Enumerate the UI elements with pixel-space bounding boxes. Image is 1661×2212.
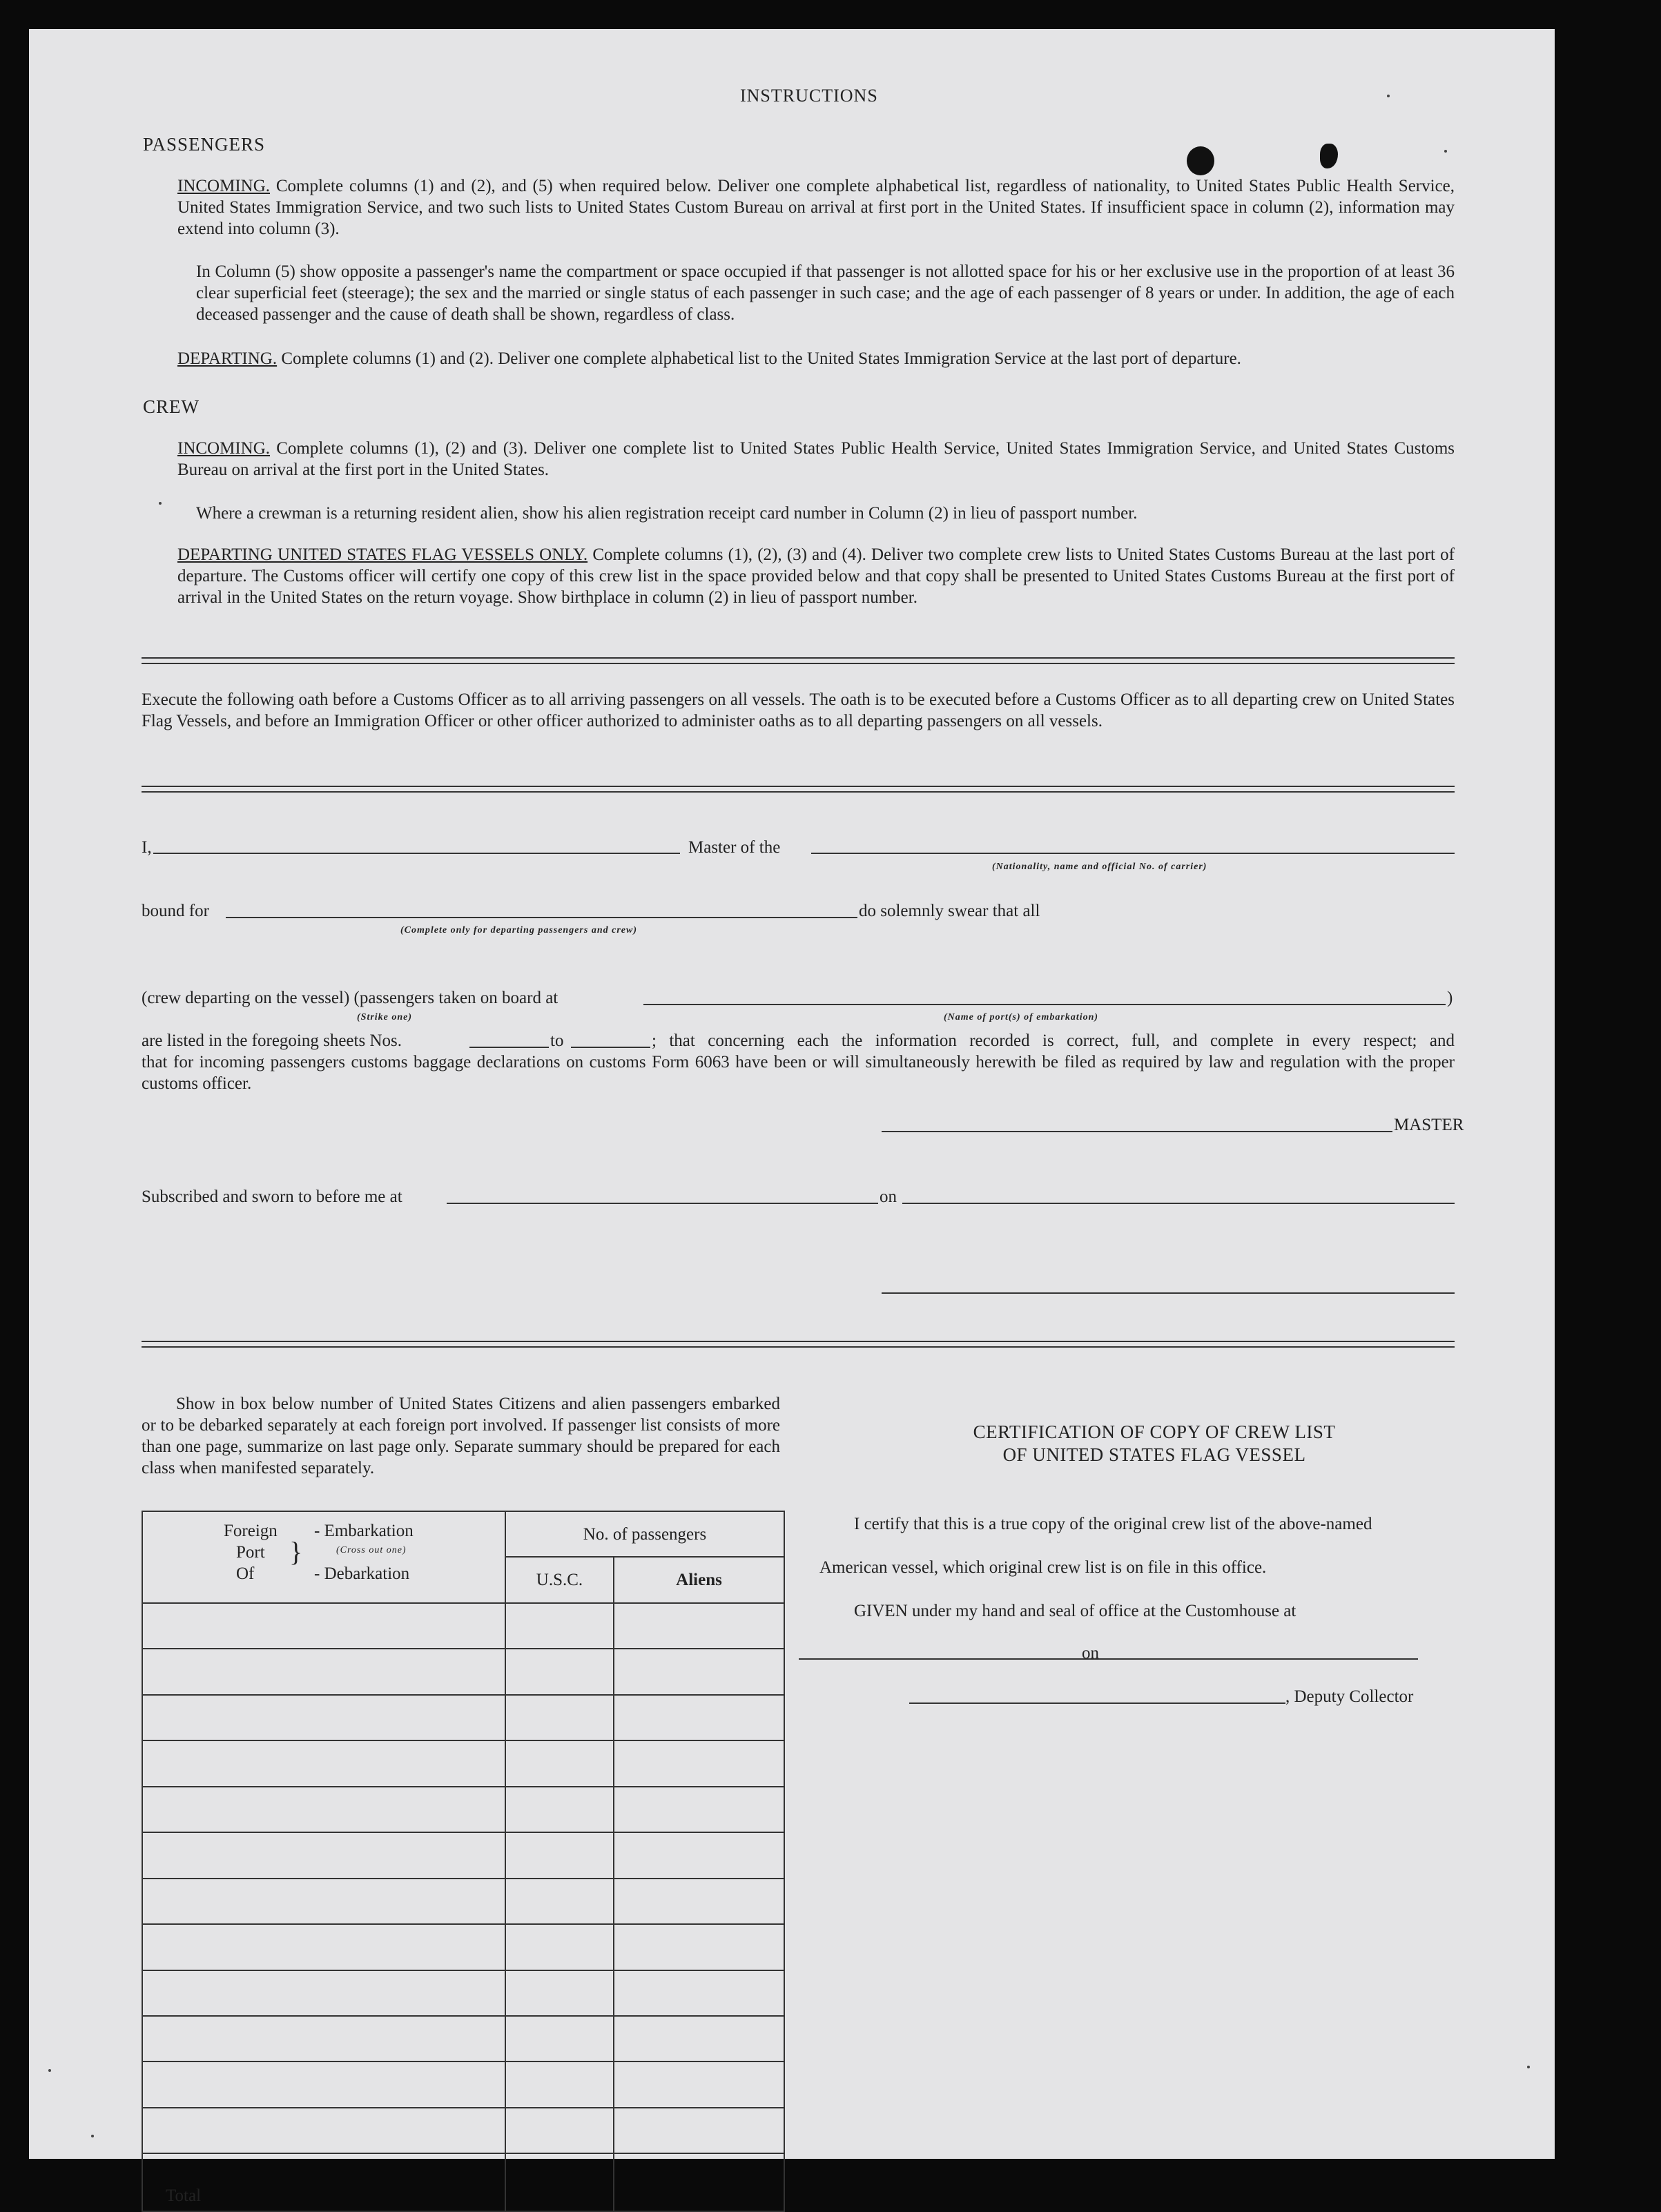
divider: [142, 786, 1455, 793]
aliens-label: Aliens: [676, 1571, 722, 1590]
total-label: Total: [166, 2186, 202, 2205]
divider: [142, 1341, 1455, 1348]
master-signature-field[interactable]: [882, 1131, 1392, 1132]
no-of-passengers-header: [505, 1511, 784, 1557]
aliens-cell[interactable]: [614, 1603, 784, 1649]
crew-incoming-text: Complete columns (1), (2) and (3). Deliver one complete list to United States Public Health Service, United States Immigration Service, and United States Customs Bureau on arrival at the first port in the United States.: [177, 439, 1455, 479]
aliens-total-cell[interactable]: [614, 2153, 784, 2211]
column5-paragraph: In Column (5) show opposite a passenger's name the compartment or space occupied if that passenger is not allotted space for his or her exclusive use in the proportion of at least 36 clear superficial feet (steerage); the sex and the married or single status of each passenger in such case; and the age of each passenger of 8 years or under. In addition, the age of each deceased passenger and the cause of death shall be shown, regardless of class.: [196, 262, 1455, 324]
aliens-cell[interactable]: [614, 1832, 784, 1878]
table-row: [142, 1832, 784, 1878]
usc-cell[interactable]: [505, 1740, 614, 1786]
debarkation-label: - Debarkation: [314, 1564, 410, 1583]
section-heading-passengers: PASSENGERS: [143, 134, 266, 155]
usc-cell[interactable]: [505, 1970, 614, 2016]
certification-date-field[interactable]: [1107, 1658, 1418, 1660]
port-cell[interactable]: [142, 2061, 505, 2107]
crew-departing-text: Complete columns (1), (2), (3) and (4). Deliver two complete crew lists to United States Customs Bureau at the last port of departure. The Customs officer will certify one copy of this crew list in the space provided below and that copy shall be presented to United States Customs Bureau at the first port of arrival in the United States on the return voyage. Show birthplace in column (2) in lieu of passport number.: [177, 545, 1455, 607]
usc-cell[interactable]: [505, 1832, 614, 1878]
aliens-cell[interactable]: [614, 1879, 784, 1924]
port-cell[interactable]: [142, 1970, 505, 2016]
certify-text: I certify that this is a true copy of the original crew list of the above-named: [854, 1515, 1372, 1533]
section-heading-crew: CREW: [143, 396, 200, 417]
crew-departing-paragraph: [177, 544, 1455, 608]
table-row: [142, 2016, 784, 2061]
usc-cell[interactable]: [505, 2108, 614, 2153]
speck: [1444, 150, 1447, 153]
usc-cell[interactable]: [505, 1879, 614, 1924]
bound-for-caption: (Complete only for departing passengers and crew): [400, 925, 637, 935]
port-cell[interactable]: [142, 1832, 505, 1878]
master-of-the-label: Master of the: [688, 838, 781, 857]
strike-one-caption: (Strike one): [357, 1012, 413, 1022]
swear-label: do solemnly swear that all: [859, 902, 1040, 920]
ink-blot-icon: [1187, 146, 1214, 175]
crew-departing-label: DEPARTING UNITED STATES FLAG VESSELS ONLY.: [177, 545, 588, 564]
officer-signature-field[interactable]: [882, 1292, 1455, 1294]
table-row: [142, 1924, 784, 1970]
sheet-from-field[interactable]: [469, 1047, 549, 1048]
crew-incoming-label: INCOMING.: [177, 439, 271, 458]
usc-cell[interactable]: [505, 1649, 614, 1694]
table-row: [142, 1603, 784, 1649]
sworn-date-field[interactable]: [902, 1203, 1455, 1204]
aliens-cell[interactable]: [614, 2016, 784, 2061]
bound-for-label: bound for: [142, 902, 209, 920]
cross-out-caption: (Cross out one): [336, 1545, 407, 1555]
foreign-label: Foreign: [224, 1522, 278, 1540]
aliens-cell[interactable]: [614, 1924, 784, 1970]
total-row: [142, 2153, 784, 2211]
table-row: [142, 1787, 784, 1832]
sworn-at-field[interactable]: [447, 1203, 878, 1204]
deputy-collector-signature-field[interactable]: [909, 1702, 1285, 1704]
port-cell[interactable]: [142, 1787, 505, 1832]
total-label-cell: [142, 2153, 505, 2211]
port-cell[interactable]: [142, 1879, 505, 1924]
bound-for-field[interactable]: [226, 917, 857, 918]
port-label: Port: [236, 1543, 265, 1562]
oath-instructions-paragraph: Execute the following oath before a Customs Officer as to all arriving passengers on all vessels. The oath is to be executed before a Customs Officer as to all departing crew on United States Flag Vessels, and before an Immigration Officer or other officer authorized to administer oaths as to all departing passengers on all vessels.: [142, 690, 1455, 730]
usc-cell[interactable]: [505, 1787, 614, 1832]
page-title: INSTRUCTIONS: [740, 86, 878, 106]
table-row: [142, 1695, 784, 1740]
master-label: MASTER: [1394, 1116, 1464, 1134]
aliens-cell[interactable]: [614, 1649, 784, 1694]
usc-cell[interactable]: [505, 1603, 614, 1649]
master-name-field[interactable]: [153, 853, 680, 854]
no-of-passengers-label: No. of passengers: [583, 1524, 707, 1544]
given-text: GIVEN under my hand and seal of office at the Customhouse at: [854, 1602, 1296, 1620]
port-caption: (Name of port(s) of embarkation): [944, 1012, 1099, 1022]
deputy-collector-label: , Deputy Collector: [1285, 1687, 1414, 1706]
speck: [159, 502, 162, 505]
port-cell[interactable]: [142, 2108, 505, 2153]
passengers-departing-text: Complete columns (1) and (2). Deliver one complete alphabetical list to the United States Immigration Service at the last port of departure.: [281, 349, 1241, 368]
crew-incoming-paragraph: [177, 438, 1455, 481]
passengers-incoming-label: INCOMING.: [177, 177, 271, 195]
port-cell[interactable]: [142, 1695, 505, 1740]
table-row: [142, 2108, 784, 2153]
form-page: [29, 29, 1555, 2205]
speck: [48, 2069, 51, 2072]
usc-total-cell[interactable]: [505, 2153, 614, 2211]
aliens-cell[interactable]: [614, 2108, 784, 2153]
oath-i-label: I,: [142, 838, 152, 857]
summary-instructions: Show in box below number of United States Citizens and alien passengers embarked or to be debarked separately at each foreign port involved. If passenger list consists of more than one page, summarize on last page only. Separate summary should be prepared for each class when manifested separately.: [142, 1395, 780, 1477]
aliens-cell[interactable]: [614, 1740, 784, 1786]
sheets-line-start: are listed in the foregoing sheets Nos.: [142, 1031, 402, 1050]
carrier-field[interactable]: [811, 853, 1455, 854]
usc-cell[interactable]: [505, 2016, 614, 2061]
brace-icon: }: [289, 1536, 303, 1567]
aliens-cell[interactable]: [614, 1970, 784, 2016]
of-label: Of: [236, 1564, 255, 1583]
crew-passengers-label: (crew departing on the vessel) (passengers taken on board at: [142, 989, 558, 1007]
subscribed-label: Subscribed and sworn to before me at: [142, 1187, 402, 1206]
speck: [1387, 95, 1390, 97]
port-of-embarkation-field[interactable]: [643, 1004, 1446, 1005]
passengers-incoming-text: Complete columns (1) and (2), and (5) when required below. Deliver one complete alphabetical list, regardless of nationality, to United States Public Health Service, United States Immigration Service, and two such lists to United States Custom Bureau on arrival at first port in the United States. If insufficient space in column (2), information may extend into column (3).: [177, 177, 1455, 238]
port-cell[interactable]: [142, 1924, 505, 1970]
oath-continuation: that for incoming passengers customs baggage declarations on customs Form 6063 have been or will simultaneously herewith be filed as required by law and regulation with the proper customs officer.: [142, 1053, 1455, 1093]
sworn-on-label: on: [880, 1187, 897, 1206]
customhouse-field[interactable]: [799, 1658, 1109, 1660]
aliens-cell[interactable]: [614, 2061, 784, 2107]
aliens-cell[interactable]: [614, 1695, 784, 1740]
divider: [142, 657, 1455, 664]
usc-cell[interactable]: [505, 2061, 614, 2107]
certification-title: [823, 1421, 1486, 1466]
speck: [1527, 2066, 1530, 2068]
certification-on-label: on: [1082, 1644, 1099, 1662]
certification-title-line2: OF UNITED STATES FLAG VESSEL: [1002, 1444, 1306, 1465]
speck: [91, 2135, 94, 2137]
passengers-departing-paragraph: [177, 348, 1455, 369]
port-cell[interactable]: [142, 1603, 505, 1649]
passengers-incoming-paragraph: [177, 175, 1455, 240]
sheets-line-rest: ; that concerning each the information recorded is correct, full, and complete in every respect; and: [652, 1031, 1455, 1050]
closing-paren: ): [1447, 989, 1453, 1007]
passengers-departing-label: DEPARTING.: [177, 349, 278, 368]
aliens-cell[interactable]: [614, 1787, 784, 1832]
usc-label: U.S.C.: [536, 1571, 583, 1590]
usc-header: [505, 1557, 614, 1602]
table-row: [142, 1740, 784, 1786]
table-row: [142, 2061, 784, 2107]
sheet-to-field[interactable]: [571, 1047, 650, 1048]
sheets-to-label: to: [550, 1031, 564, 1050]
port-cell[interactable]: [142, 1649, 505, 1694]
table-row: [142, 1970, 784, 2016]
foreign-port-header: [142, 1511, 505, 1603]
usc-cell[interactable]: [505, 1924, 614, 1970]
table-row: [142, 1649, 784, 1694]
vessel-text: American vessel, which original crew list is on file in this office.: [819, 1558, 1267, 1577]
embarkation-label: - Embarkation: [314, 1522, 414, 1540]
certification-title-line1: CERTIFICATION OF COPY OF CREW LIST: [973, 1422, 1336, 1442]
ink-blot-icon: [1320, 144, 1338, 168]
table-row: [142, 1879, 784, 1924]
port-cell[interactable]: [142, 1740, 505, 1786]
usc-cell[interactable]: [505, 1695, 614, 1740]
port-cell[interactable]: [142, 2016, 505, 2061]
passenger-summary-table: [142, 1511, 785, 2212]
aliens-header: [614, 1557, 784, 1602]
carrier-caption: (Nationality, name and official No. of carrier): [992, 862, 1207, 872]
crewman-alien-paragraph: Where a crewman is a returning resident alien, show his alien registration receipt card number in Column (2) in lieu of passport number.: [196, 504, 1138, 523]
